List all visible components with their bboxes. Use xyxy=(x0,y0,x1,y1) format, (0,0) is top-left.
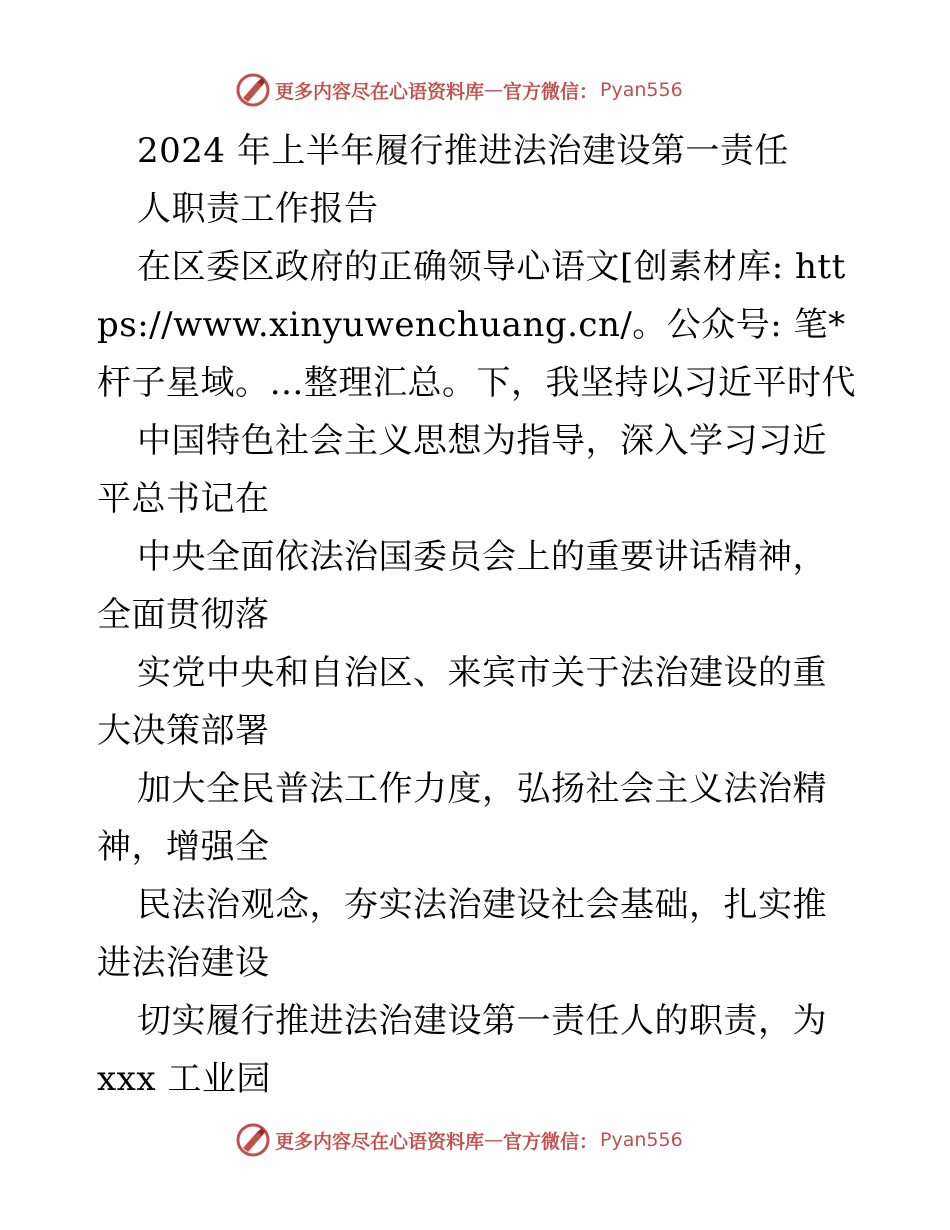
banner-official-label: 官方微信： xyxy=(503,80,599,103)
banner-wechat-id: Pyan556 xyxy=(600,1129,683,1151)
document-body xyxy=(97,122,857,1108)
document-title-line-2: 人职责工作报告 xyxy=(137,189,379,229)
banner-dash: — xyxy=(484,79,504,101)
banner-wechat-id: Pyan556 xyxy=(600,79,683,101)
footer-banner xyxy=(235,1120,715,1160)
pen-logo-icon xyxy=(235,72,271,108)
paragraph: 中央全面依法治国委员会上的重要讲话精神，全面贯彻落 xyxy=(97,537,827,635)
paragraph: 实党中央和自治区、来宾市关于法治建设的重大决策部署 xyxy=(97,653,827,751)
header-banner xyxy=(235,70,715,110)
banner-text: 更多内容尽在心语资料库 xyxy=(275,80,485,103)
paragraph: 切实履行推进法治建设第一责任人的职责，为 xxx 工业园 xyxy=(97,1001,827,1099)
banner-text: 更多内容尽在心语资料库 xyxy=(275,1130,485,1153)
banner-official-label: 官方微信： xyxy=(503,1130,599,1153)
pen-logo-icon xyxy=(235,1122,271,1158)
document-title-line-1: 2024 年上半年履行推进法治建设第一责任 xyxy=(137,131,789,171)
paragraph: 加大全民普法工作力度，弘扬社会主义法治精神，增强全 xyxy=(97,769,827,867)
paragraph: 民法治观念，夯实法治建设社会基础，扎实推进法治建设 xyxy=(97,885,827,983)
banner-dash: — xyxy=(484,1129,504,1151)
paragraph: 在区委区政府的正确领导心语文[创素材库: https://www.xinyuwenchuang.cn/。公众号: 笔*杆子星域。…整理汇总。下，我坚持以习近平时代 xyxy=(97,247,856,403)
paragraph: 中国特色社会主义思想为指导，深入学习习近平总书记在 xyxy=(97,421,827,519)
